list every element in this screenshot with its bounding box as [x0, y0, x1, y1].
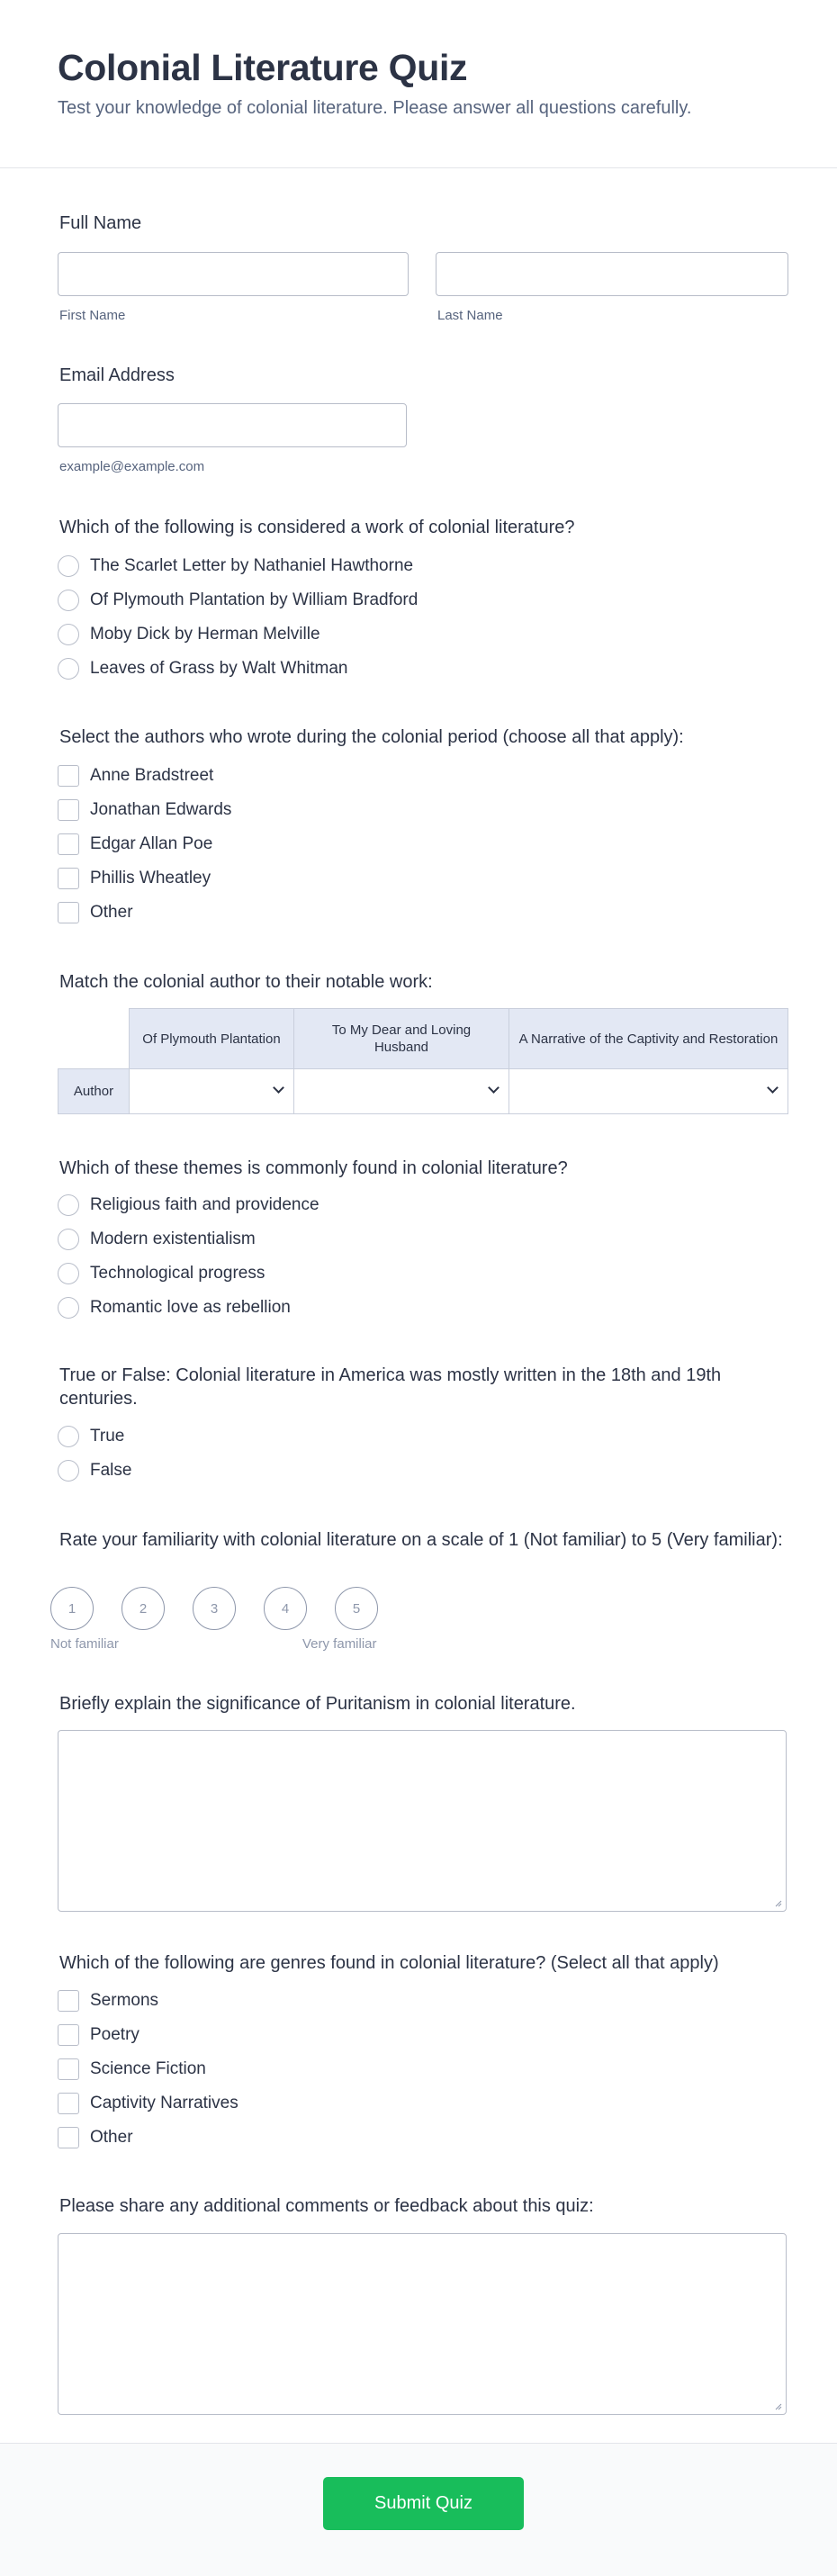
q2-option[interactable]: Anne Bradstreet [58, 759, 231, 793]
q4-option[interactable]: Religious faith and providence [58, 1188, 320, 1222]
radio-circle[interactable] [58, 1460, 79, 1482]
matrix-column-header: To My Dear and Loving Husband [294, 1009, 509, 1069]
q8-option[interactable]: Captivity Narratives [58, 2086, 238, 2121]
match-matrix [58, 1008, 788, 1114]
resize-grip-icon[interactable] [773, 1898, 782, 1907]
q4-option[interactable]: Technological progress [58, 1256, 320, 1291]
q3-label: Match the colonial author to their notable work: [59, 972, 433, 992]
q4-option[interactable]: Modern existentialism [58, 1222, 320, 1256]
q8-option[interactable]: Sermons [58, 1984, 238, 2018]
radio-circle[interactable] [58, 1426, 79, 1447]
rating-option[interactable]: 3 [193, 1587, 236, 1630]
q1-option[interactable]: Of Plymouth Plantation by William Bradford [58, 583, 418, 617]
radio-circle[interactable] [58, 1297, 79, 1319]
q6-label: Rate your familiarity with colonial literature on a scale of 1 (Not familiar) to 5 (Very familiar): [59, 1530, 783, 1550]
q9-label: Please share any additional comments or feedback about this quiz: [59, 2196, 594, 2216]
rating-option[interactable]: 2 [122, 1587, 165, 1630]
q5-label: True or False: Colonial literature in America was mostly written in the 18th and 19th centuries. [59, 1365, 722, 1409]
q1-option[interactable]: The Scarlet Letter by Nathaniel Hawthorne [58, 549, 418, 583]
q8-option[interactable]: Other [58, 2121, 238, 2155]
checkbox[interactable] [58, 1990, 79, 2012]
radio-circle[interactable] [58, 624, 79, 645]
radio-circle[interactable] [58, 555, 79, 577]
first-name-sublabel: First Name [59, 308, 126, 323]
rating-high-label: Very familiar [302, 1636, 377, 1652]
checkbox[interactable] [58, 2024, 79, 2046]
q2-options [58, 759, 231, 930]
q1-option[interactable]: Leaves of Grass by Walt Whitman [58, 652, 418, 686]
chevron-down-icon [767, 1082, 778, 1094]
q2-option[interactable]: Phillis Wheatley [58, 861, 231, 896]
q1-options [58, 549, 418, 686]
form-header [0, 0, 837, 168]
q5-option[interactable]: True [58, 1419, 131, 1454]
checkbox[interactable] [58, 2127, 79, 2148]
q8-option[interactable]: Poetry [58, 2018, 238, 2052]
q8-option[interactable]: Science Fiction [58, 2052, 238, 2086]
checkbox[interactable] [58, 868, 79, 889]
matrix-column-header: A Narrative of the Captivity and Restoration [509, 1009, 788, 1069]
checkbox[interactable] [58, 833, 79, 855]
q5-options [58, 1419, 131, 1488]
page-title: Colonial Literature Quiz [58, 47, 468, 88]
radio-circle[interactable] [58, 1194, 79, 1216]
checkbox[interactable] [58, 2093, 79, 2114]
checkbox[interactable] [58, 799, 79, 821]
puritanism-textarea[interactable] [58, 1730, 787, 1912]
q1-option[interactable]: Moby Dick by Herman Melville [58, 617, 418, 652]
matrix-row-header: Author [58, 1069, 130, 1114]
q2-option[interactable]: Other [58, 896, 231, 930]
q1-label: Which of the following is considered a work of colonial literature? [59, 518, 575, 537]
q4-label: Which of these themes is commonly found in colonial literature? [59, 1158, 568, 1178]
q2-label: Select the authors who wrote during the colonial period (choose all that apply): [59, 727, 684, 747]
chevron-down-icon [273, 1082, 284, 1094]
radio-circle[interactable] [58, 590, 79, 611]
form-footer [0, 2443, 837, 2576]
chevron-down-icon [488, 1082, 500, 1094]
resize-grip-icon[interactable] [773, 2401, 782, 2410]
matrix-corner [58, 1009, 130, 1069]
q7-label: Briefly explain the significance of Puritanism in colonial literature. [59, 1694, 576, 1714]
rating-low-label: Not familiar [50, 1636, 119, 1652]
submit-button[interactable]: Submit Quiz [323, 2477, 524, 2530]
full-name-field [59, 212, 141, 235]
matrix-dropdown[interactable] [130, 1069, 294, 1114]
email-label: Email Address [59, 365, 175, 385]
last-name-input[interactable] [436, 252, 788, 296]
q4-options [58, 1188, 320, 1325]
last-name-sublabel: Last Name [437, 308, 503, 323]
first-name-input[interactable] [58, 252, 409, 296]
q8-options [58, 1984, 238, 2155]
matrix-dropdown[interactable] [294, 1069, 509, 1114]
q8-label: Which of the following are genres found in colonial literature? (Select all that apply) [59, 1953, 719, 1973]
radio-circle[interactable] [58, 1263, 79, 1284]
checkbox[interactable] [58, 2058, 79, 2080]
radio-circle[interactable] [58, 1229, 79, 1250]
rating-option[interactable]: 5 [335, 1587, 378, 1630]
page-subtitle: Test your knowledge of colonial literature. Please answer all questions carefully. [58, 98, 692, 118]
full-name-label: Full Name [59, 213, 142, 233]
radio-circle[interactable] [58, 658, 79, 680]
checkbox[interactable] [58, 765, 79, 787]
rating-option[interactable]: 4 [264, 1587, 307, 1630]
checkbox[interactable] [58, 902, 79, 923]
email-input[interactable] [58, 403, 407, 447]
matrix-column-header: Of Plymouth Plantation [130, 1009, 294, 1069]
q5-option[interactable]: False [58, 1454, 131, 1488]
q2-option[interactable]: Jonathan Edwards [58, 793, 231, 827]
comments-textarea[interactable] [58, 2233, 787, 2415]
rating-scale [50, 1587, 406, 1630]
rating-option[interactable]: 1 [50, 1587, 94, 1630]
matrix-dropdown[interactable] [509, 1069, 788, 1114]
q2-option[interactable]: Edgar Allan Poe [58, 827, 231, 861]
q4-option[interactable]: Romantic love as rebellion [58, 1291, 320, 1325]
email-sublabel: example@example.com [59, 459, 205, 474]
